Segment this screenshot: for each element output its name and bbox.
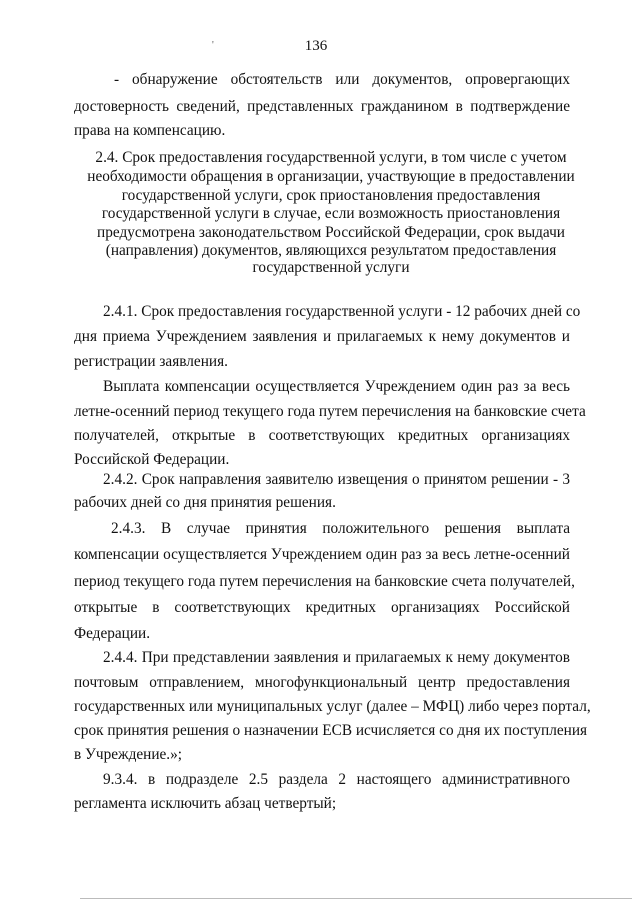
section-heading-line: государственной услуги, срок приостановления предоставления — [121, 187, 541, 204]
text-line: почтовым отправлением, многофункциональный центр предоставления — [74, 674, 570, 691]
text-line: период текущего года путем перечисления на банковские счета получателей, — [74, 573, 575, 590]
text-line: 2.4.1. Срок предоставления государственной услуги - 12 рабочих дней со — [103, 303, 581, 320]
text-line: дня приема Учреждением заявления и прилагаемых к нему документов и — [74, 328, 570, 345]
text-line: Российской Федерации. — [74, 451, 230, 468]
scan-edge-line — [80, 898, 632, 899]
text-line: рабочих дней со дня принятия решения. — [74, 494, 336, 511]
text-line: достоверность сведений, представленных гражданином в подтверждение — [74, 98, 570, 115]
text-line: Федерации. — [74, 625, 151, 642]
text-line: летне-осенний период текущего года путем перечисления на банковские счета — [74, 403, 586, 420]
section-heading-line: государственной услуги — [252, 259, 410, 276]
text-line: Выплата компенсации осуществляется Учреждением один раз за весь — [103, 378, 570, 395]
section-heading-line: государственной услуги в случае, если возможность приостановления — [101, 205, 561, 222]
text-line: регистрации заявления. — [74, 353, 228, 370]
text-line: 2.4.2. Срок направления заявителю извещения о принятом решении - 3 — [103, 471, 570, 488]
text-line: - обнаружение обстоятельств или документов, опровергающих — [114, 71, 570, 88]
text-line: регламента исключить абзац четвертый; — [74, 795, 337, 812]
text-line: компенсации осуществляется Учреждением один раз за весь летне-осенний — [74, 546, 570, 563]
stray-mark: ' — [212, 40, 214, 51]
text-line: в Учреждение.»; — [74, 746, 183, 763]
text-line: срок принятия решения о назначении ЕСВ исчисляется со дня их поступления — [74, 722, 588, 739]
text-line: 9.3.4. в подразделе 2.5 раздела 2 настоящего административного — [103, 771, 570, 788]
text-line: открытые в соответствующих кредитных организациях Российской — [74, 599, 570, 616]
text-line: получателей, открытые в соответствующих кредитных организациях — [74, 427, 570, 444]
text-line: 2.4.4. При представлении заявления и прилагаемых к нему документов — [103, 649, 570, 666]
text-line: 2.4.3. В случае принятия положительного решения выплата — [111, 520, 570, 537]
text-line: государственных или муниципальных услуг (далее – МФЦ) либо через портал, — [74, 698, 591, 715]
text-line: права на компенсацию. — [74, 122, 226, 139]
section-heading-line: 2.4. Срок предоставления государственной услуги, в том числе с учетом — [95, 149, 567, 166]
section-heading-line: предусмотрена законодательством Российской Федерации, срок выдачи — [97, 224, 565, 241]
page-number: 136 — [304, 38, 328, 54]
section-heading-line: (направления) документов, являющихся результатом предоставления — [105, 242, 557, 259]
section-heading-line: необходимости обращения в организации, участвующие в предоставлении — [87, 168, 575, 185]
